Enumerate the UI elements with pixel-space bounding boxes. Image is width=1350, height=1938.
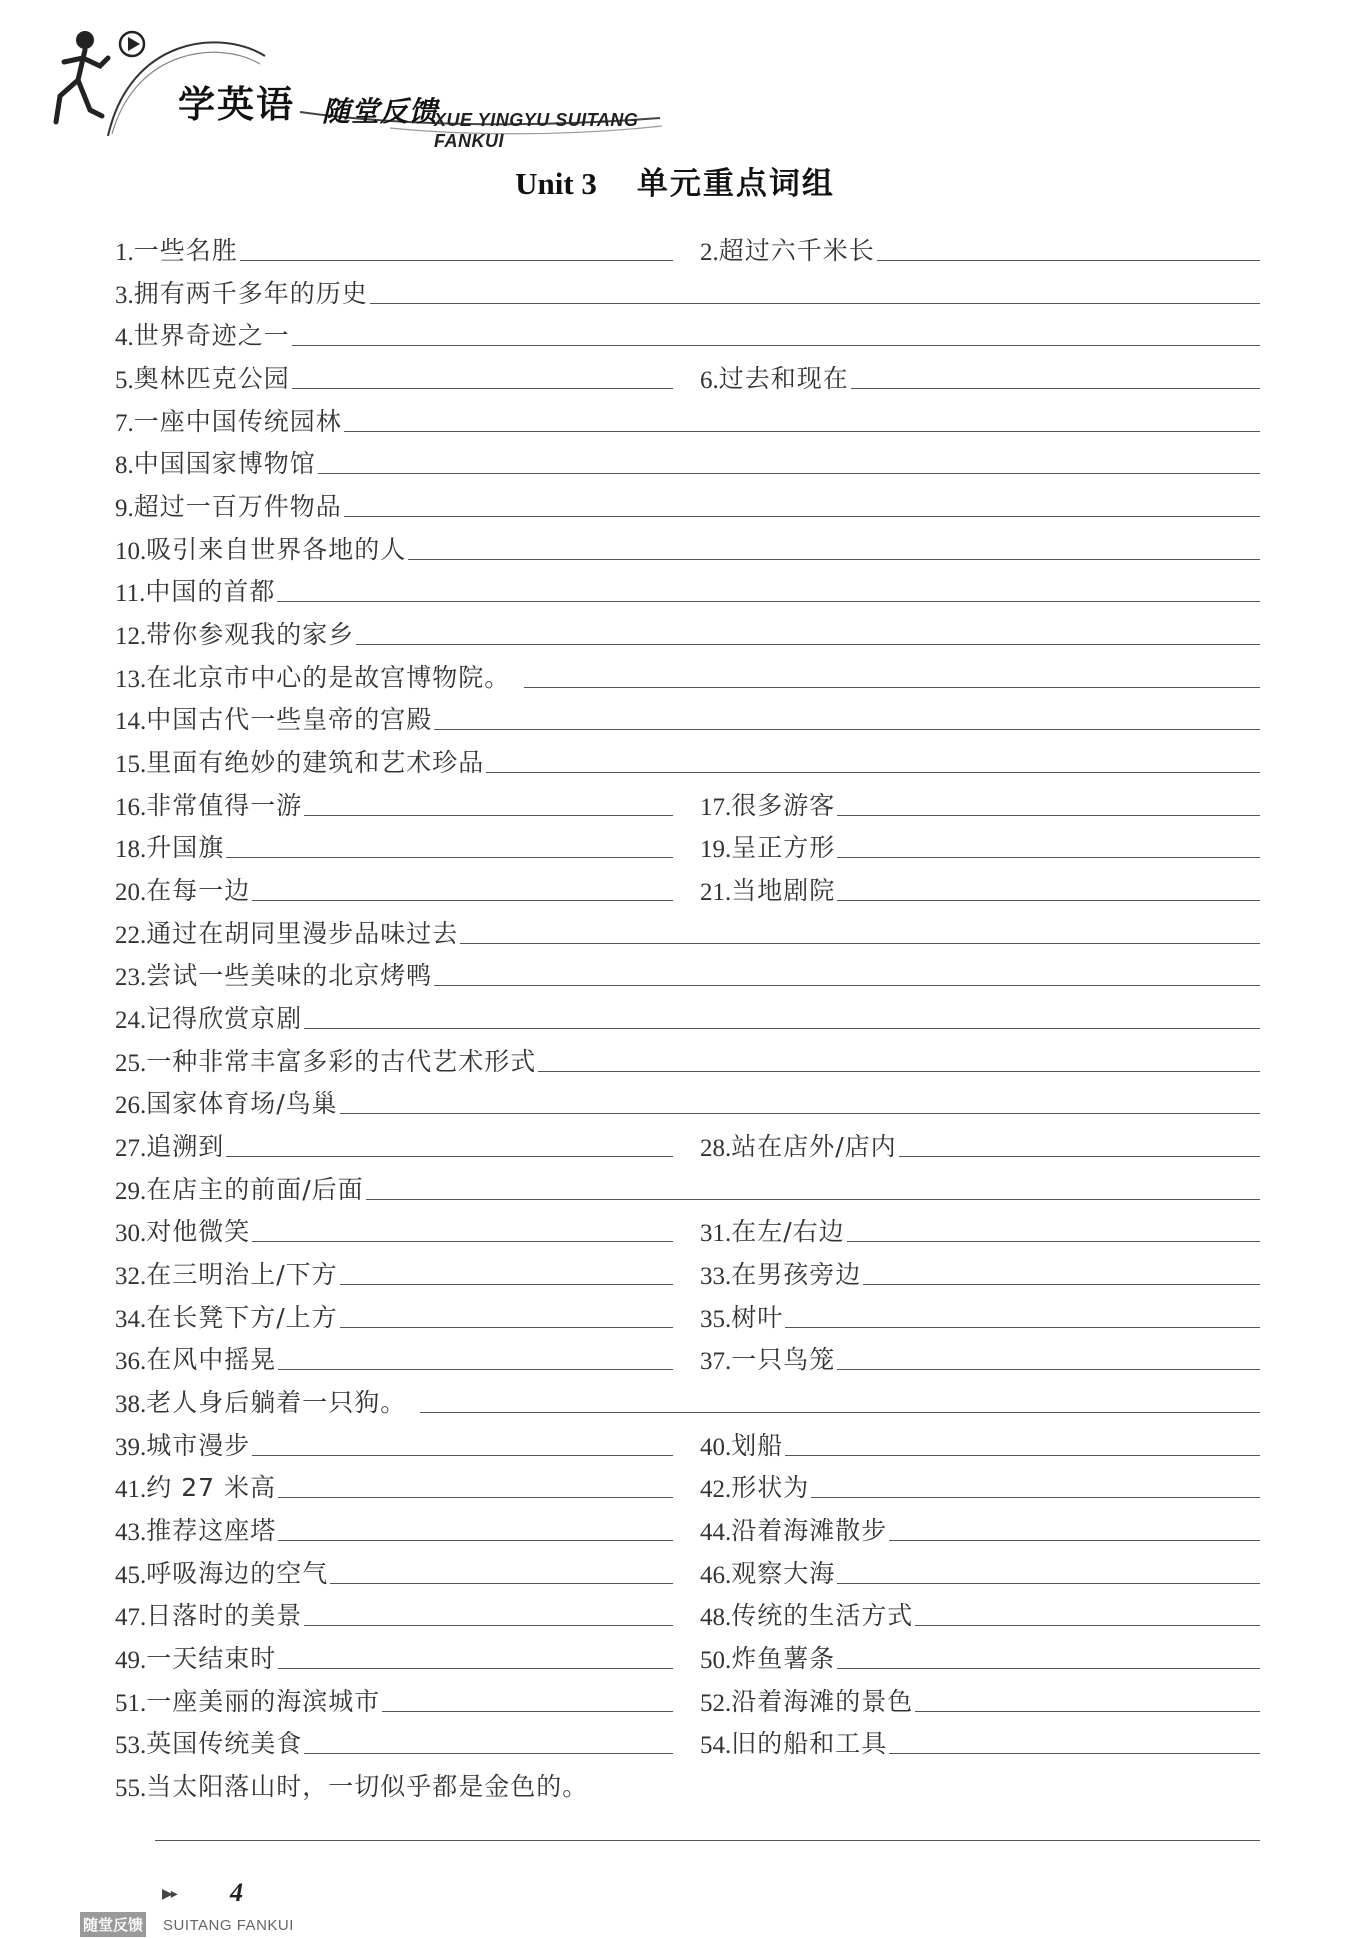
item-text: 很多游客	[731, 791, 836, 820]
phrase-item-18	[115, 824, 673, 864]
item-number: 10.	[115, 538, 147, 565]
phrase-item-22	[115, 910, 1260, 950]
item-text: 日落时的美景	[146, 1601, 303, 1630]
answer-blank[interactable]	[837, 857, 1260, 858]
answer-blank[interactable]	[863, 1284, 1260, 1285]
answer-blank[interactable]	[252, 1241, 673, 1242]
phrase-item-1	[115, 227, 673, 267]
item-text: 在每一边	[146, 876, 251, 905]
phrase-item-20	[115, 867, 673, 907]
item-text: 中国的首都	[145, 577, 276, 606]
item-number: 50.	[700, 1647, 732, 1674]
item-number: 30.	[115, 1220, 147, 1247]
item-number: 43.	[115, 1519, 147, 1546]
item-number: 14.	[115, 708, 147, 735]
item-text: 旧的船和工具	[731, 1729, 888, 1758]
answer-blank[interactable]	[486, 772, 1260, 773]
item-number: 18.	[115, 836, 147, 863]
answer-blank[interactable]	[344, 431, 1260, 432]
answer-blank[interactable]	[292, 388, 673, 389]
item-text: 在店主的前面/后面	[146, 1175, 364, 1204]
item-text: 沿着海滩散步	[731, 1516, 888, 1545]
answer-blank[interactable]	[240, 260, 673, 261]
phrase-item-28	[700, 1123, 1260, 1163]
answer-blank[interactable]	[420, 1412, 1260, 1413]
answer-blank[interactable]	[889, 1540, 1260, 1541]
phrase-item-13	[115, 654, 1260, 694]
phrase-item-16	[115, 782, 673, 822]
phrase-item-32	[115, 1251, 673, 1291]
answer-blank[interactable]	[318, 473, 1260, 474]
phrase-item-30	[115, 1208, 673, 1248]
item-text: 吸引来自世界各地的人	[146, 535, 407, 564]
answer-blank[interactable]	[915, 1711, 1260, 1712]
answer-blank[interactable]	[837, 1369, 1260, 1370]
header-title-en: XUE YINGYU SUITANG FANKUI	[434, 110, 639, 151]
phrase-item-5	[115, 355, 673, 395]
phrase-item-21	[700, 867, 1260, 907]
item-text: 形状为	[731, 1473, 810, 1502]
item-text: 在左/右边	[731, 1217, 845, 1246]
answer-blank[interactable]	[155, 1840, 1260, 1841]
phrase-item-36	[115, 1336, 673, 1376]
phrase-item-14	[115, 696, 1260, 736]
item-number: 52.	[700, 1690, 732, 1717]
answer-blank[interactable]	[811, 1497, 1260, 1498]
answer-blank[interactable]	[344, 516, 1260, 517]
phrase-item-54	[700, 1720, 1260, 1760]
phrase-item-44	[700, 1507, 1260, 1547]
phrase-item-46	[700, 1550, 1260, 1590]
item-number: 1.	[115, 239, 134, 266]
phrase-item-17	[700, 782, 1260, 822]
item-number: 36.	[115, 1348, 147, 1375]
item-text: 中国古代一些皇帝的宫殿	[146, 705, 433, 734]
phrase-item-4	[115, 312, 1260, 352]
phrase-item-31	[700, 1208, 1260, 1248]
item-text: 一些名胜	[133, 236, 238, 265]
answer-blank[interactable]	[785, 1455, 1260, 1456]
answer-blank[interactable]	[292, 345, 1260, 346]
page-footer	[80, 1878, 380, 1938]
phrase-item-37	[700, 1336, 1260, 1376]
answer-blank[interactable]	[837, 815, 1260, 816]
item-number: 12.	[115, 623, 147, 650]
answer-blank[interactable]	[434, 729, 1260, 730]
answer-blank[interactable]	[252, 1455, 673, 1456]
answer-blank[interactable]	[460, 943, 1260, 944]
item-number: 6.	[700, 367, 719, 394]
item-text: 一种非常丰富多彩的古代艺术形式	[146, 1047, 537, 1076]
answer-blank[interactable]	[304, 815, 673, 816]
answer-blank[interactable]	[340, 1327, 673, 1328]
answer-blank[interactable]	[538, 1071, 1260, 1072]
phrase-item-35	[700, 1294, 1260, 1334]
item-text: 传统的生活方式	[731, 1601, 914, 1630]
item-number: 53.	[115, 1732, 147, 1759]
item-number: 22.	[115, 922, 147, 949]
item-text: 在北京市中心的是故宫博物院。	[146, 663, 511, 692]
item-number: 38.	[115, 1391, 147, 1418]
phrase-item-2	[700, 227, 1260, 267]
item-number: 20.	[115, 879, 147, 906]
phrase-item-6	[700, 355, 1260, 395]
item-text: 一天结束时	[146, 1644, 277, 1673]
item-number: 42.	[700, 1476, 732, 1503]
phrase-item-8	[115, 440, 1260, 480]
answer-blank[interactable]	[340, 1113, 1260, 1114]
phrase-item-40	[700, 1422, 1260, 1462]
phrase-item-12	[115, 611, 1260, 651]
answer-blank[interactable]	[278, 1497, 673, 1498]
item-text: 世界奇迹之一	[133, 321, 290, 350]
item-text: 沿着海滩的景色	[731, 1687, 914, 1716]
answer-blank[interactable]	[304, 1028, 1260, 1029]
phrase-item-52	[700, 1678, 1260, 1718]
item-number: 11.	[115, 580, 146, 607]
phrase-item-34	[115, 1294, 673, 1334]
phrase-item-49	[115, 1635, 673, 1675]
phrase-item-25	[115, 1038, 1260, 1078]
item-number: 37.	[700, 1348, 732, 1375]
item-number: 27.	[115, 1135, 147, 1162]
item-text: 对他微笑	[146, 1217, 251, 1246]
answer-blank[interactable]	[785, 1327, 1260, 1328]
item-text: 老人身后躺着一只狗。	[146, 1388, 407, 1417]
item-text: 带你参观我的家乡	[146, 620, 355, 649]
phrase-item-11	[115, 568, 1260, 608]
answer-blank[interactable]	[899, 1156, 1260, 1157]
answer-blank[interactable]	[847, 1241, 1260, 1242]
answer-blank[interactable]	[851, 388, 1260, 389]
answer-blank[interactable]	[366, 1199, 1260, 1200]
phrase-item-51	[115, 1678, 673, 1718]
item-number: 13.	[115, 666, 147, 693]
item-text: 约 27 米高	[146, 1473, 276, 1502]
item-text: 一只鸟笼	[731, 1345, 836, 1374]
phrase-item-9	[115, 483, 1260, 523]
phrase-item-23	[115, 952, 1260, 992]
item-text: 拥有两千多年的历史	[133, 279, 368, 308]
item-text: 超过六千米长	[718, 236, 875, 265]
item-number: 25.	[115, 1050, 147, 1077]
answer-blank[interactable]	[277, 601, 1260, 602]
item-number: 55.	[115, 1775, 147, 1802]
item-text: 城市漫步	[146, 1431, 251, 1460]
item-number: 44.	[700, 1519, 732, 1546]
item-text: 尝试一些美味的北京烤鸭	[146, 961, 433, 990]
header-title-cn-b: 随堂反馈	[322, 95, 439, 128]
item-number: 47.	[115, 1604, 147, 1631]
item-number: 34.	[115, 1306, 147, 1333]
phrase-item-27	[115, 1123, 673, 1163]
item-text: 呈正方形	[731, 833, 836, 862]
item-number: 54.	[700, 1732, 732, 1759]
answer-blank[interactable]	[408, 559, 1260, 560]
phrase-item-50	[700, 1635, 1260, 1675]
answer-blank[interactable]	[877, 260, 1260, 261]
item-number: 4.	[115, 324, 134, 351]
item-text: 通过在胡同里漫步品味过去	[146, 919, 459, 948]
item-number: 45.	[115, 1562, 147, 1589]
answer-blank[interactable]	[278, 1540, 673, 1541]
unit-label: Unit 3	[515, 166, 597, 201]
page-number: 4	[230, 1878, 243, 1907]
item-text: 划船	[731, 1431, 784, 1460]
answer-blank[interactable]	[837, 1583, 1260, 1584]
answer-blank[interactable]	[356, 644, 1260, 645]
phrase-item-55	[115, 1763, 1260, 1803]
answer-blank[interactable]	[278, 1369, 673, 1370]
answer-blank[interactable]	[330, 1583, 673, 1584]
phrase-item-33	[700, 1251, 1260, 1291]
header-title-cn-a: 学英语	[178, 83, 295, 126]
item-number: 7.	[115, 410, 134, 437]
item-text: 在风中摇晃	[146, 1345, 277, 1374]
item-number: 35.	[700, 1306, 732, 1333]
phrase-item-24	[115, 995, 1260, 1035]
item-number: 39.	[115, 1434, 147, 1461]
item-number: 40.	[700, 1434, 732, 1461]
item-number: 33.	[700, 1263, 732, 1290]
item-number: 24.	[115, 1007, 147, 1034]
item-number: 16.	[115, 794, 147, 821]
phrase-item-15	[115, 739, 1260, 779]
item-number: 23.	[115, 964, 147, 991]
answer-blank[interactable]	[915, 1625, 1260, 1626]
item-text: 中国国家博物馆	[133, 449, 316, 478]
item-number: 31.	[700, 1220, 732, 1247]
item-number: 29.	[115, 1178, 147, 1205]
phrase-item-53	[115, 1720, 673, 1760]
answer-blank[interactable]	[837, 900, 1260, 901]
item-number: 21.	[700, 879, 732, 906]
phrase-item-43	[115, 1507, 673, 1547]
answer-blank[interactable]	[278, 1668, 673, 1669]
answer-blank[interactable]	[837, 1668, 1260, 1669]
item-text: 国家体育场/鸟巢	[146, 1089, 338, 1118]
phrase-item-38	[115, 1379, 1260, 1419]
item-number: 2.	[700, 239, 719, 266]
item-number: 5.	[115, 367, 134, 394]
item-text: 里面有绝妙的建筑和艺术珍品	[146, 748, 485, 777]
item-text: 升国旗	[146, 833, 225, 862]
item-number: 46.	[700, 1562, 732, 1589]
phrase-item-42	[700, 1464, 1260, 1504]
phrase-item-47	[115, 1592, 673, 1632]
item-number: 32.	[115, 1263, 147, 1290]
item-text: 当太阳落山时，一切似乎都是金色的。	[146, 1772, 589, 1801]
phrase-item-41	[115, 1464, 673, 1504]
item-text: 推荐这座塔	[146, 1516, 277, 1545]
arrow-right-icon: ▶▸	[162, 1886, 176, 1902]
item-number: 41.	[115, 1476, 147, 1503]
item-text: 站在店外/店内	[731, 1132, 897, 1161]
item-text: 呼吸海边的空气	[146, 1559, 329, 1588]
item-number: 15.	[115, 751, 147, 778]
answer-blank[interactable]	[252, 900, 673, 901]
footer-tag-en: SUITANG FANKUI	[163, 1917, 294, 1934]
phrase-item-26	[115, 1080, 1260, 1120]
item-number: 3.	[115, 282, 134, 309]
answer-blank[interactable]	[226, 857, 673, 858]
phrase-item-45	[115, 1550, 673, 1590]
phrase-item-48	[700, 1592, 1260, 1632]
item-text: 过去和现在	[718, 364, 849, 393]
item-text: 树叶	[731, 1303, 784, 1332]
answer-blank[interactable]	[304, 1625, 673, 1626]
item-text: 追溯到	[146, 1132, 225, 1161]
item-text: 观察大海	[731, 1559, 836, 1588]
item-number: 17.	[700, 794, 732, 821]
phrase-item-7	[115, 398, 1260, 438]
item-text: 一座美丽的海滨城市	[146, 1687, 381, 1716]
answer-blank[interactable]	[340, 1284, 673, 1285]
item-number: 26.	[115, 1092, 147, 1119]
answer-blank[interactable]	[524, 687, 1260, 688]
answer-blank[interactable]	[226, 1156, 673, 1157]
item-text: 在男孩旁边	[731, 1260, 862, 1289]
item-number: 9.	[115, 495, 134, 522]
answer-blank[interactable]	[304, 1753, 673, 1754]
footer-tag-cn: 随堂反馈	[80, 1912, 146, 1937]
item-number: 28.	[700, 1135, 732, 1162]
phrase-item-39	[115, 1422, 673, 1462]
item-number: 8.	[115, 452, 134, 479]
answer-blank[interactable]	[434, 985, 1260, 986]
answer-blank[interactable]	[370, 303, 1260, 304]
item-text: 炸鱼薯条	[731, 1644, 836, 1673]
unit-topic: 单元重点词组	[636, 166, 835, 202]
item-text: 超过一百万件物品	[133, 492, 342, 521]
item-number: 51.	[115, 1690, 147, 1717]
item-text: 一座中国传统园林	[133, 407, 342, 436]
item-text: 在长凳下方/上方	[146, 1303, 338, 1332]
item-text: 记得欣赏京剧	[146, 1004, 303, 1033]
item-text: 英国传统美食	[146, 1729, 303, 1758]
answer-blank[interactable]	[889, 1753, 1260, 1754]
item-text: 奥林匹克公园	[133, 364, 290, 393]
item-number: 19.	[700, 836, 732, 863]
item-text: 当地剧院	[731, 876, 836, 905]
item-text: 非常值得一游	[146, 791, 303, 820]
phrase-item-10	[115, 526, 1260, 566]
item-number: 48.	[700, 1604, 732, 1631]
item-text: 在三明治上/下方	[146, 1260, 338, 1289]
phrase-item-19	[700, 824, 1260, 864]
phrase-item-3	[115, 270, 1260, 310]
item-number: 49.	[115, 1647, 147, 1674]
phrase-item-29	[115, 1166, 1260, 1206]
answer-blank[interactable]	[382, 1711, 673, 1712]
